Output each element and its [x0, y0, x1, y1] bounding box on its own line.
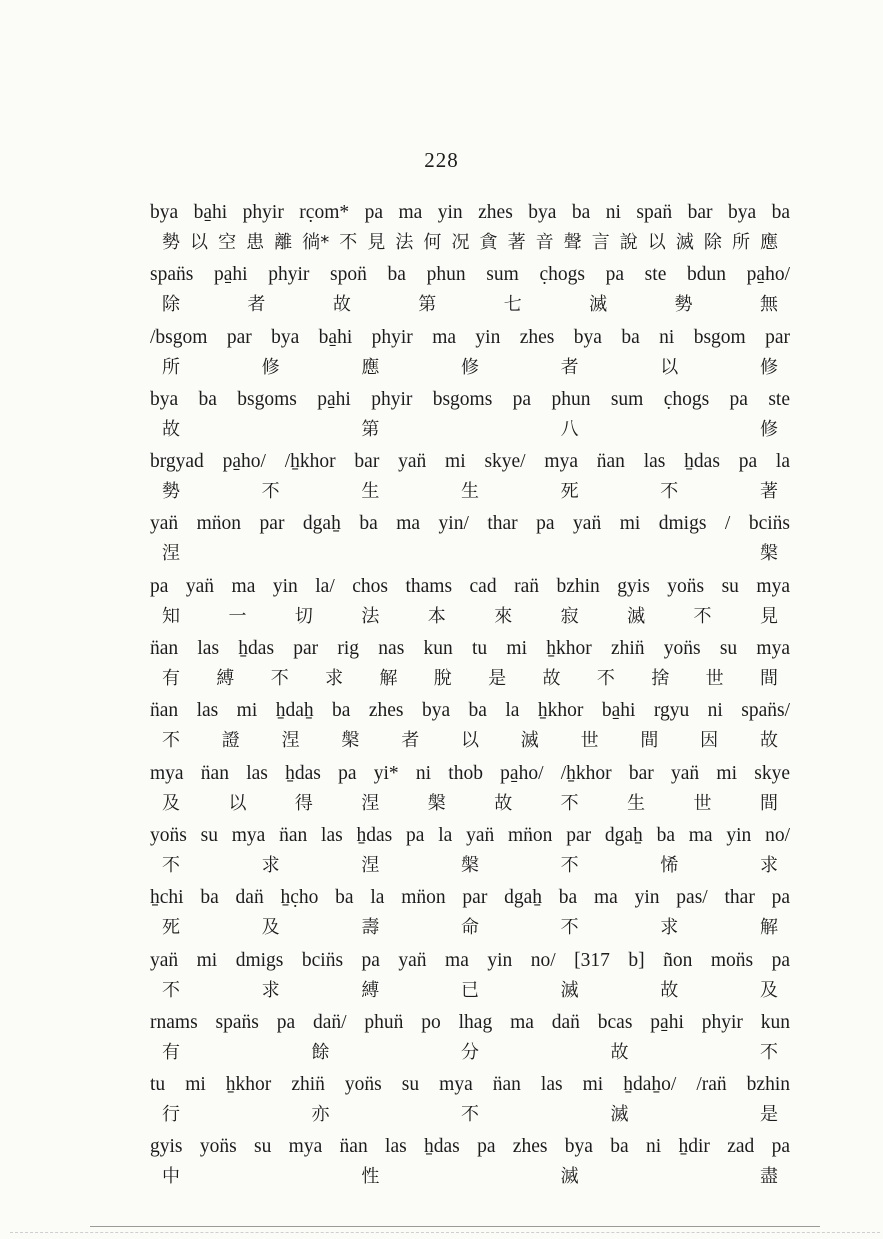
chinese-character: 不	[162, 979, 180, 1001]
chinese-character: 有	[162, 668, 180, 690]
tibetan-line: n̈an las mi ẖdaẖ ba zhes bya ba la ẖkhor ba̱hi rgyu ni span̈s/	[150, 700, 790, 722]
chinese-character: 本	[427, 605, 446, 627]
chinese-character: 壽	[361, 917, 380, 939]
chinese-character: 以	[647, 232, 666, 253]
chinese-character: 涅	[361, 792, 380, 814]
chinese-character: 生	[361, 481, 380, 503]
line-pair	[150, 636, 790, 698]
line-pair	[150, 325, 790, 387]
chinese-character: 不	[461, 1104, 479, 1126]
bottom-edge-rule	[10, 1232, 880, 1233]
tibetan-line: yon̈s su mya n̈an las ẖdas pa la yan̈ mn̈on par dgaẖ ba ma yin no/	[150, 824, 790, 846]
chinese-character: 應	[759, 232, 778, 253]
chinese-character: 不	[162, 730, 180, 752]
tibetan-line: rnams span̈s pa dan̈/ phun̈ po lhag ma dan̈ bcas pa̱hi phyir kun	[150, 1011, 790, 1033]
chinese-character: 以	[228, 792, 247, 814]
chinese-gloss-line	[162, 854, 778, 878]
chinese-character: 間	[759, 668, 778, 690]
chinese-character: 間	[640, 730, 659, 752]
chinese-gloss-line	[162, 356, 778, 380]
tibetan-line: gyis yon̈s su mya n̈an las ẖdas pa zhes bya ba ni ẖdir zad pa	[150, 1136, 790, 1158]
chinese-character: 亦	[311, 1104, 330, 1126]
chinese-character: 修	[759, 418, 778, 440]
chinese-character: 八	[560, 418, 579, 440]
chinese-character: 來	[494, 605, 513, 627]
chinese-gloss-line	[162, 729, 778, 753]
chinese-character: 見	[759, 605, 778, 627]
chinese-character: 况	[451, 232, 470, 253]
chinese-character: 不	[560, 917, 579, 939]
chinese-character: 世	[693, 792, 712, 814]
line-pair	[150, 698, 790, 760]
chinese-character: 生	[460, 481, 479, 503]
chinese-character: 世	[705, 668, 724, 690]
chinese-character: 故	[332, 294, 351, 316]
chinese-character: 行	[162, 1104, 180, 1126]
line-pair	[150, 885, 790, 947]
chinese-character: 滅	[520, 730, 539, 752]
tibetan-line: ẖchi ba dan̈ ẖc̣ho ba la mn̈on par dgaẖ ba ma yin pas/ thar pa	[150, 887, 790, 909]
tibetan-line: n̈an las ẖdas par rig nas kun tu mi ẖkhor zhin̈ yon̈s su mya	[150, 638, 790, 660]
chinese-gloss-line	[162, 667, 778, 691]
chinese-character: 槃	[427, 792, 446, 814]
chinese-character: 求	[261, 854, 280, 876]
chinese-character: 生	[627, 792, 646, 814]
chinese-character: 修	[759, 356, 778, 378]
line-pair	[150, 511, 790, 573]
chinese-character: 求	[759, 854, 778, 876]
chinese-character: 聲	[563, 232, 582, 253]
chinese-character: 應	[361, 356, 380, 378]
chinese-character: 脫	[433, 668, 452, 690]
chinese-character: 盡	[759, 1166, 778, 1188]
chinese-character: 寂	[560, 605, 579, 627]
chinese-character: 一	[228, 605, 247, 627]
line-pair	[150, 200, 790, 262]
chinese-gloss-line	[162, 293, 778, 317]
chinese-character: 及	[162, 792, 180, 814]
tibetan-line: yan̈ mn̈on par dgaẖ ba ma yin/ thar pa yan̈ mi dmigs / bcin̈s	[150, 513, 790, 535]
chinese-character: 及	[261, 917, 280, 939]
chinese-character: 已	[460, 979, 479, 1001]
chinese-character: 捨	[651, 668, 670, 690]
chinese-character: 故	[542, 668, 561, 690]
chinese-character: 勢	[162, 481, 180, 503]
chinese-character: 涅	[361, 854, 380, 876]
line-pair	[150, 262, 790, 324]
tibetan-line: bya ba bsgoms pa̱hi phyir bsgoms pa phun sum c̣hogs pa ste	[150, 388, 790, 410]
chinese-character: 除	[703, 232, 722, 253]
chinese-character: 知	[162, 605, 180, 627]
chinese-character: 離	[274, 232, 293, 253]
chinese-character: 故	[610, 1041, 629, 1063]
chinese-character: 著	[759, 481, 778, 503]
chinese-character: 切	[294, 605, 313, 627]
chinese-character: 分	[461, 1041, 479, 1063]
chinese-character: 縛	[216, 668, 235, 690]
chinese-gloss-line	[162, 542, 778, 566]
tibetan-line: tu mi ẖkhor zhin̈ yon̈s su mya n̈an las mi ẖdaẖo/ /ran̈ bzhin	[150, 1074, 790, 1096]
chinese-gloss-line	[162, 1165, 778, 1189]
chinese-character: 所	[162, 356, 180, 378]
chinese-character: 故	[660, 979, 679, 1001]
chinese-character: 求	[261, 979, 280, 1001]
chinese-character: 不	[596, 668, 615, 690]
chinese-character: 不	[339, 232, 358, 253]
chinese-character: 滅	[589, 294, 608, 316]
chinese-character: 七	[503, 294, 522, 316]
chinese-character: 修	[261, 356, 280, 378]
chinese-character: 以	[190, 232, 209, 253]
chinese-character: 除	[162, 294, 180, 316]
chinese-character: 求	[660, 917, 679, 939]
tibetan-line: mya n̈an las ẖdas pa yi* ni thob pa̱ho/ /ẖkhor bar yan̈ mi skye	[150, 762, 790, 784]
chinese-character: 性	[361, 1166, 380, 1188]
chinese-character: 求	[325, 668, 344, 690]
chinese-character: 涅	[162, 543, 180, 565]
line-pair	[150, 761, 790, 823]
chinese-character: 及	[759, 979, 778, 1001]
chinese-character: 不	[270, 668, 289, 690]
tibetan-line: span̈s pa̱hi phyir spon̈ ba phun sum c̣hogs pa ste bdun pa̱ho/	[150, 264, 790, 286]
chinese-gloss-line	[162, 1103, 778, 1127]
chinese-character: 以	[660, 356, 679, 378]
chinese-character: 得	[294, 792, 313, 814]
chinese-character: 不	[693, 605, 712, 627]
chinese-character: 證	[221, 730, 240, 752]
tibetan-line: pa yan̈ ma yin la/ chos thams cad ran̈ bzhin gyis yon̈s su mya	[150, 575, 790, 597]
line-pair	[150, 1134, 790, 1196]
chinese-character: 第	[361, 418, 380, 440]
chinese-character: 槃	[460, 854, 479, 876]
chinese-character: 故	[162, 418, 180, 440]
chinese-gloss-line	[162, 231, 778, 255]
chinese-character: 中	[162, 1166, 180, 1188]
chinese-character: 勢	[674, 294, 693, 316]
chinese-character: 見	[367, 232, 386, 253]
chinese-character: 因	[700, 730, 719, 752]
chinese-character: 法	[361, 605, 380, 627]
chinese-character: 說	[619, 232, 638, 253]
chinese-character: 涅	[281, 730, 300, 752]
chinese-character: 縛	[361, 979, 380, 1001]
chinese-character: 修	[460, 356, 479, 378]
chinese-character: 滅	[610, 1104, 629, 1126]
tibetan-line: bya ba̱hi phyir rc̣om* pa ma yin zhes bya ba ni span̈ bar bya ba	[150, 202, 790, 223]
chinese-gloss-line	[162, 979, 778, 1003]
page-number: 228	[424, 148, 459, 172]
bottom-rule	[90, 1226, 820, 1227]
chinese-character: 音	[535, 232, 554, 253]
tibetan-line: brgyad pa̱ho/ /ẖkhor bar yan̈ mi skye/ mya n̈an las ẖdas pa la	[150, 451, 790, 473]
chinese-character: 是	[760, 1104, 778, 1126]
chinese-character: 不	[560, 792, 579, 814]
chinese-character: 是	[488, 668, 507, 690]
chinese-gloss-line	[162, 605, 778, 629]
chinese-character: 貪	[479, 232, 498, 253]
chinese-character: 第	[418, 294, 437, 316]
chinese-character: 不	[162, 854, 180, 876]
text-block	[150, 200, 790, 1197]
chinese-character: 何	[423, 232, 442, 253]
chinese-character: 死	[560, 481, 579, 503]
chinese-character: 法	[395, 232, 414, 253]
chinese-character: 著	[507, 232, 526, 253]
chinese-character: 所	[731, 232, 750, 253]
chinese-character: 命	[460, 917, 479, 939]
chinese-gloss-line	[162, 916, 778, 940]
chinese-gloss-line	[162, 792, 778, 816]
chinese-character: 滅	[560, 1166, 579, 1188]
chinese-character: 言	[591, 232, 610, 253]
chinese-character: 餘	[311, 1041, 330, 1063]
tibetan-line: yan̈ mi dmigs bcin̈s pa yan̈ ma yin no/ [317 b] ñon mon̈s pa	[150, 949, 790, 971]
chinese-character: 悕	[660, 854, 679, 876]
chinese-character: 解	[759, 917, 778, 939]
chinese-character: 者	[560, 356, 579, 378]
chinese-character: 徜*	[302, 232, 330, 253]
chinese-character: 故	[494, 792, 513, 814]
chinese-character: 間	[759, 792, 778, 814]
line-pair	[150, 387, 790, 449]
chinese-character: 死	[162, 917, 180, 939]
line-pair	[150, 1072, 790, 1134]
chinese-character: 不	[660, 481, 679, 503]
chinese-character: 不	[560, 854, 579, 876]
tibetan-line: /bsgom par bya ba̱hi phyir ma yin zhes bya ba ni bsgom par	[150, 326, 790, 348]
chinese-character: 無	[759, 294, 778, 316]
line-pair	[150, 823, 790, 885]
chinese-character: 患	[246, 232, 265, 253]
chinese-character: 槃	[341, 730, 360, 752]
chinese-character: 有	[162, 1041, 180, 1063]
chinese-character: 以	[460, 730, 479, 752]
line-pair	[150, 449, 790, 511]
line-pair	[150, 574, 790, 636]
chinese-character: 者	[247, 294, 266, 316]
line-pair	[150, 1010, 790, 1072]
chinese-character: 不	[760, 1041, 778, 1063]
chinese-character: 解	[379, 668, 398, 690]
chinese-gloss-line	[162, 480, 778, 504]
chinese-character: 故	[759, 730, 778, 752]
chinese-character: 槃	[759, 543, 778, 565]
chinese-character: 勢	[162, 232, 180, 253]
chinese-character: 滅	[627, 605, 646, 627]
chinese-character: 世	[580, 730, 599, 752]
chinese-character: 空	[218, 232, 237, 253]
line-pair	[150, 948, 790, 1010]
chinese-character: 滅	[560, 979, 579, 1001]
chinese-character: 滅	[675, 232, 694, 253]
chinese-character: 者	[401, 730, 420, 752]
chinese-gloss-line	[162, 418, 778, 442]
chinese-gloss-line	[162, 1041, 778, 1065]
chinese-character: 不	[261, 481, 280, 503]
